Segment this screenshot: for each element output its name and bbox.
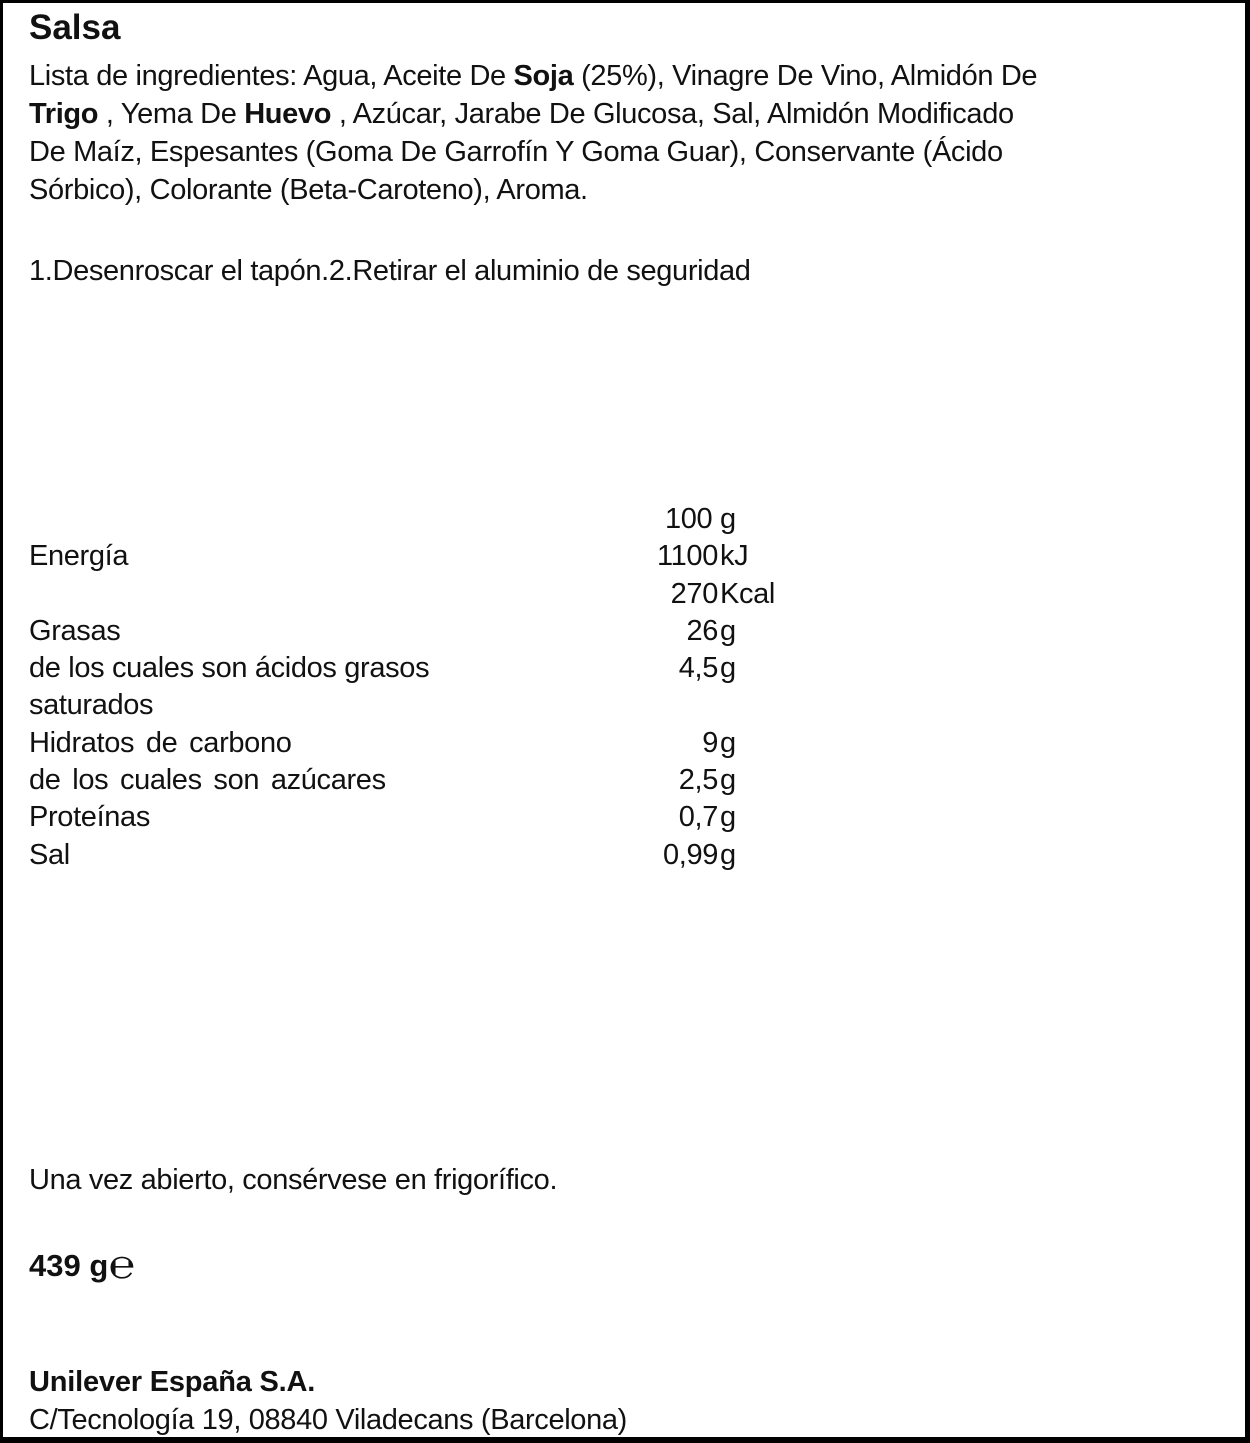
manufacturer-address: C/Tecnología 19, 08840 Viladecans (Barcelona) [29, 1404, 627, 1436]
ingredients-line-2 [29, 95, 1229, 133]
nutrition-unit: g [720, 652, 736, 684]
allergen-huevo: Huevo [244, 98, 332, 130]
nutrition-column-header: 100 g [665, 503, 736, 535]
ingredients-line-1 [29, 57, 1229, 95]
nutrition-unit: g [720, 839, 736, 871]
nutrition-row-grasas [3, 613, 903, 650]
nutrition-value: 2,5 [678, 764, 718, 796]
nutrition-label: Energía [29, 540, 129, 572]
ingredients-text: (25%), Vinagre De Vino, Almidón De [573, 60, 1038, 92]
nutrition-unit: kJ [720, 540, 749, 572]
nutrition-label: de los cuales son azúcares [29, 764, 386, 796]
nutrition-label: saturados [29, 689, 154, 721]
nutrition-value: 4,5 [678, 652, 718, 684]
nutrition-label: Sal [29, 839, 70, 871]
nutrition-unit: g [720, 727, 736, 759]
nutrition-row-hidratos [3, 725, 903, 762]
nutrition-label: Grasas [29, 615, 121, 647]
nutrition-row-azucares [3, 762, 903, 799]
opening-instructions: 1.Desenroscar el tapón.2.Retirar el aluminio de seguridad [29, 255, 751, 287]
ingredients-text: , Yema De [98, 98, 245, 130]
allergen-soja: Soja [513, 60, 574, 92]
nutrition-header-row [3, 501, 903, 538]
product-title: Salsa [29, 8, 121, 47]
allergen-trigo: Trigo [29, 98, 99, 130]
storage-instructions: Una vez abierto, consérvese en frigorífico. [29, 1164, 558, 1196]
nutrition-value: 0,7 [678, 801, 718, 833]
ingredients-text: Sórbico), Colorante (Beta-Caroteno), Aroma. [29, 174, 588, 206]
nutrition-unit: Kcal [720, 578, 776, 610]
manufacturer-name: Unilever España S.A. [29, 1366, 316, 1398]
nutrition-row-saturados-cont [3, 687, 903, 724]
nutrition-row-energia-kj [3, 538, 903, 575]
ingredients-list [29, 57, 1229, 209]
estimated-sign-icon: ℮ [109, 1242, 136, 1288]
nutrition-label: de los cuales son ácidos grasos [29, 652, 430, 684]
ingredients-text: De Maíz, Espesantes (Goma De Garrofín Y Goma Guar), Conservante (Ácido [29, 136, 1003, 168]
nutrition-value: 26 [686, 615, 718, 647]
nutrition-row-sal [3, 837, 903, 874]
nutrition-value: 1100 [657, 540, 718, 572]
ingredients-line-3 [29, 133, 1229, 171]
nutrition-unit: g [720, 801, 736, 833]
nutrition-row-proteinas [3, 799, 903, 836]
nutrition-row-saturadas [3, 650, 903, 687]
ingredients-line-4 [29, 171, 1229, 209]
nutrition-table [3, 501, 903, 901]
nutrition-value: 270 [670, 578, 718, 610]
net-weight [29, 1242, 136, 1288]
ingredients-text: , Azúcar, Jarabe De Glucosa, Sal, Almidón Modificado [331, 98, 1014, 130]
net-weight-value: 439 g [29, 1248, 109, 1283]
nutrition-value: 9 [702, 727, 718, 759]
nutrition-label: Hidratos de carbono [29, 727, 292, 759]
nutrition-unit: g [720, 615, 736, 647]
nutrition-value: 0,99 [662, 839, 718, 871]
ingredients-text: Lista de ingredientes: Agua, Aceite De [29, 60, 514, 92]
nutrition-label: Proteínas [29, 801, 150, 833]
nutrition-unit: g [720, 764, 736, 796]
nutrition-row-energia-kcal [3, 576, 903, 613]
